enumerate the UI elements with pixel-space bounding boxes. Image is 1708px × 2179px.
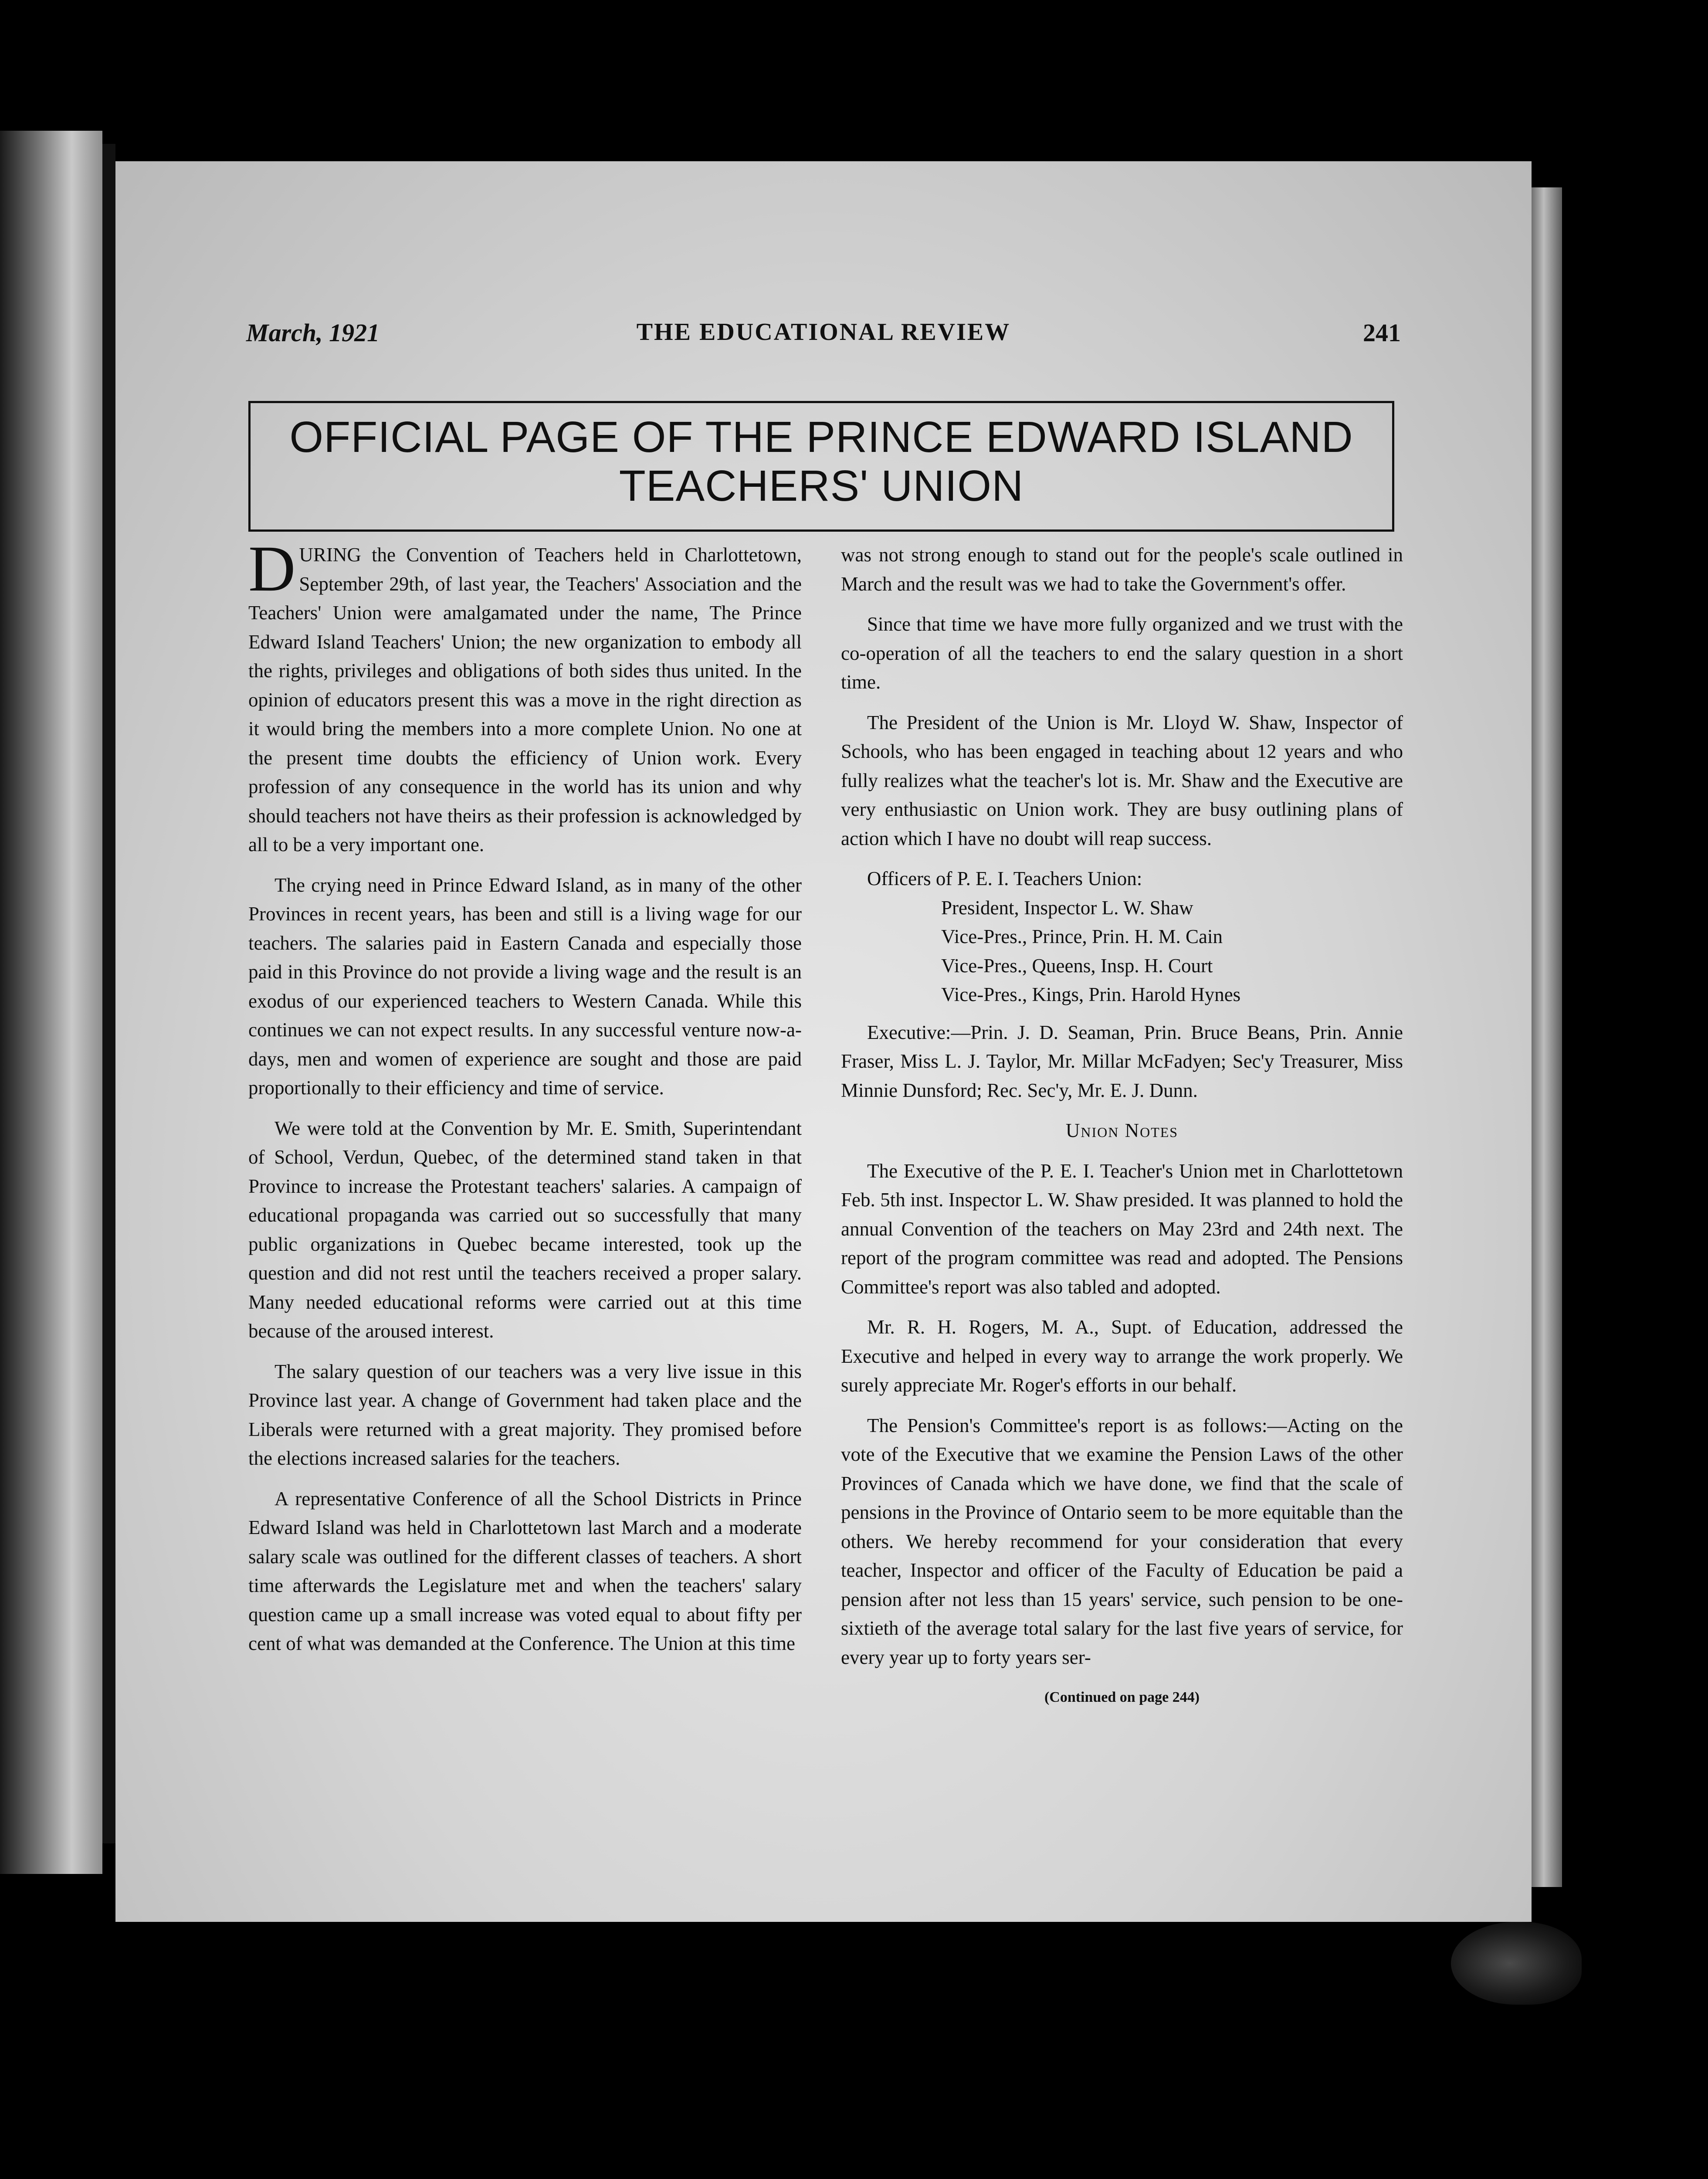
journal-page bbox=[115, 161, 1532, 1922]
issue-date: March, 1921 bbox=[246, 319, 380, 347]
officers-heading: Officers of P. E. I. Teachers Union: bbox=[867, 868, 1142, 889]
left-column bbox=[248, 533, 802, 1670]
paragraph: The Executive of the P. E. I. Teacher's Union met in Charlottetown Feb. 5th inst. Inspector L. W. Shaw presided. It was planned to hold the annual Convention of the teachers on May 23rd and 24th next. The report of the program committee was read and adopted. The Pensions Committee's report was also tabled and adopted. bbox=[841, 1160, 1403, 1298]
running-head bbox=[246, 318, 1401, 353]
officer-entry: Vice-Pres., Prince, Prin. H. M. Cain bbox=[941, 926, 1223, 947]
officer-entry: Vice-Pres., Kings, Prin. Harold Hynes bbox=[941, 984, 1241, 1005]
page-title-line-2: TEACHERS' UNION bbox=[619, 462, 1024, 510]
executive-list: Executive:—Prin. J. D. Seaman, Prin. Bruce Beans, Prin. Annie Fraser, Miss L. J. Taylor, Mr. Millar McFadyen; Sec'y Treasurer, Miss Minnie Dunsford; Rec. Sec'y, Mr. E. J. Dunn. bbox=[841, 1021, 1403, 1101]
paragraph: Since that time we have more fully organized and we trust with the co-operation of all the teachers to end the salary question in a short time. bbox=[841, 613, 1403, 693]
book-spine bbox=[102, 144, 115, 1843]
paragraph-text: URING the Convention of Teachers held in Charlottetown, September 29th, of last year, the Teachers' Association and the Teachers' Union were amalgamated under the name, The Prince Edward Island Teachers' Union; the new organization to embody all the rights, privileges and obligations of both sides thus united. In the opinion of educators present this was a move in the right direction as it would bring the members into a more complete Union. No one at the present time doubts the efficiency of Union work. Every profession of any consequence in the world has its union and why should teachers not have theirs as their profession is acknowledged by all to be a very important one. bbox=[248, 544, 802, 855]
union-notes-heading: Union Notes bbox=[1065, 1120, 1179, 1141]
paragraph: The Pension's Committee's report is as follows:—Acting on the vote of the Executive that we examine the Pension Laws of the other Provinces of Canada which we have done, we find that the scale of pensions in the Province of Ontario seem to be more equitable than the others. We hereby recommend for your consideration that every teacher, Inspector and officer of the Faculty of Education be paid a pension after not less than 15 years' service, such pension to be one-sixtieth of the average total salary for the last five years of service, for every year up to forty years ser- bbox=[841, 1414, 1403, 1668]
paragraph: The salary question of our teachers was a very live issue in this Province last year. A change of Government had taken place and the Liberals were returned with a great majority. They promised before the elections increased salaries for the teachers. bbox=[248, 1360, 802, 1469]
paragraph: was not strong enough to stand out for the people's scale outlined in March and the result was we had to take the Government's offer. bbox=[841, 544, 1403, 595]
page-title bbox=[251, 413, 1392, 510]
page-title-box bbox=[248, 401, 1394, 532]
officer-entry: President, Inspector L. W. Shaw bbox=[941, 896, 1193, 919]
paragraph: We were told at the Convention by Mr. E. Smith, Superintendant of School, Verdun, Quebec, of the determined stand taken in that Province to increase the Protestant teachers' salaries. A campaign of educational propaganda was carried out so successfully that many public organizations in Quebec became interested, took up the question and did not rest until the teachers received a proper salary. Many needed educational reforms were carried out at this time because of the aroused interest. bbox=[248, 1117, 802, 1342]
drop-cap: D bbox=[248, 533, 296, 605]
publication-name: THE EDUCATIONAL REVIEW bbox=[636, 319, 1011, 346]
holding-thumb bbox=[1451, 1922, 1582, 2005]
officer-entry: Vice-Pres., Queens, Insp. H. Court bbox=[941, 954, 1213, 977]
continued-note: (Continued on page 244) bbox=[1044, 1689, 1200, 1705]
officers-list bbox=[841, 864, 1403, 1009]
paragraph: The President of the Union is Mr. Lloyd W. Shaw, Inspector of Schools, who has been engaged in teaching about 12 years and who fully realizes what the teacher's lot is. Mr. Shaw and the Executive are very enthusiastic on Union work. They are busy outlining plans of action which I have no doubt will reap success. bbox=[841, 711, 1403, 849]
page-stack-edge bbox=[1532, 187, 1562, 1887]
paragraph: A representative Conference of all the School Districts in Prince Edward Island was held in Charlottetown last March and a moderate salary scale was outlined for the different classes of teachers. A short time afterwards the Legislature met and when the teachers' salary question came up a small increase was voted equal to about fifty per cent of what was demanded at the Conference. The Union at this time bbox=[248, 1487, 802, 1654]
page-title-line-1: OFFICIAL PAGE OF THE PRINCE EDWARD ISLAND bbox=[289, 413, 1353, 462]
facing-page-edge bbox=[0, 131, 102, 1874]
page-number: 241 bbox=[1363, 319, 1401, 347]
paragraph: Mr. R. H. Rogers, M. A., Supt. of Education, addressed the Executive and helped in every way to arrange the work properly. We surely appreciate Mr. Roger's efforts in our behalf. bbox=[841, 1316, 1403, 1396]
paragraph bbox=[248, 533, 802, 859]
paragraph: The crying need in Prince Edward Island, as in many of the other Provinces in recent years, has been and still is a living wage for our teachers. The salaries paid in Eastern Canada and especially those paid in this Province do not provide a living wage and the result is an exodus of our experienced teachers to Western Canada. While this continues we can not expect results. In any successful venture now-a-days, men and women of experience are sought and those are paid proportionally to their efficiency and time of service. bbox=[248, 874, 802, 1099]
right-column bbox=[841, 540, 1403, 1724]
